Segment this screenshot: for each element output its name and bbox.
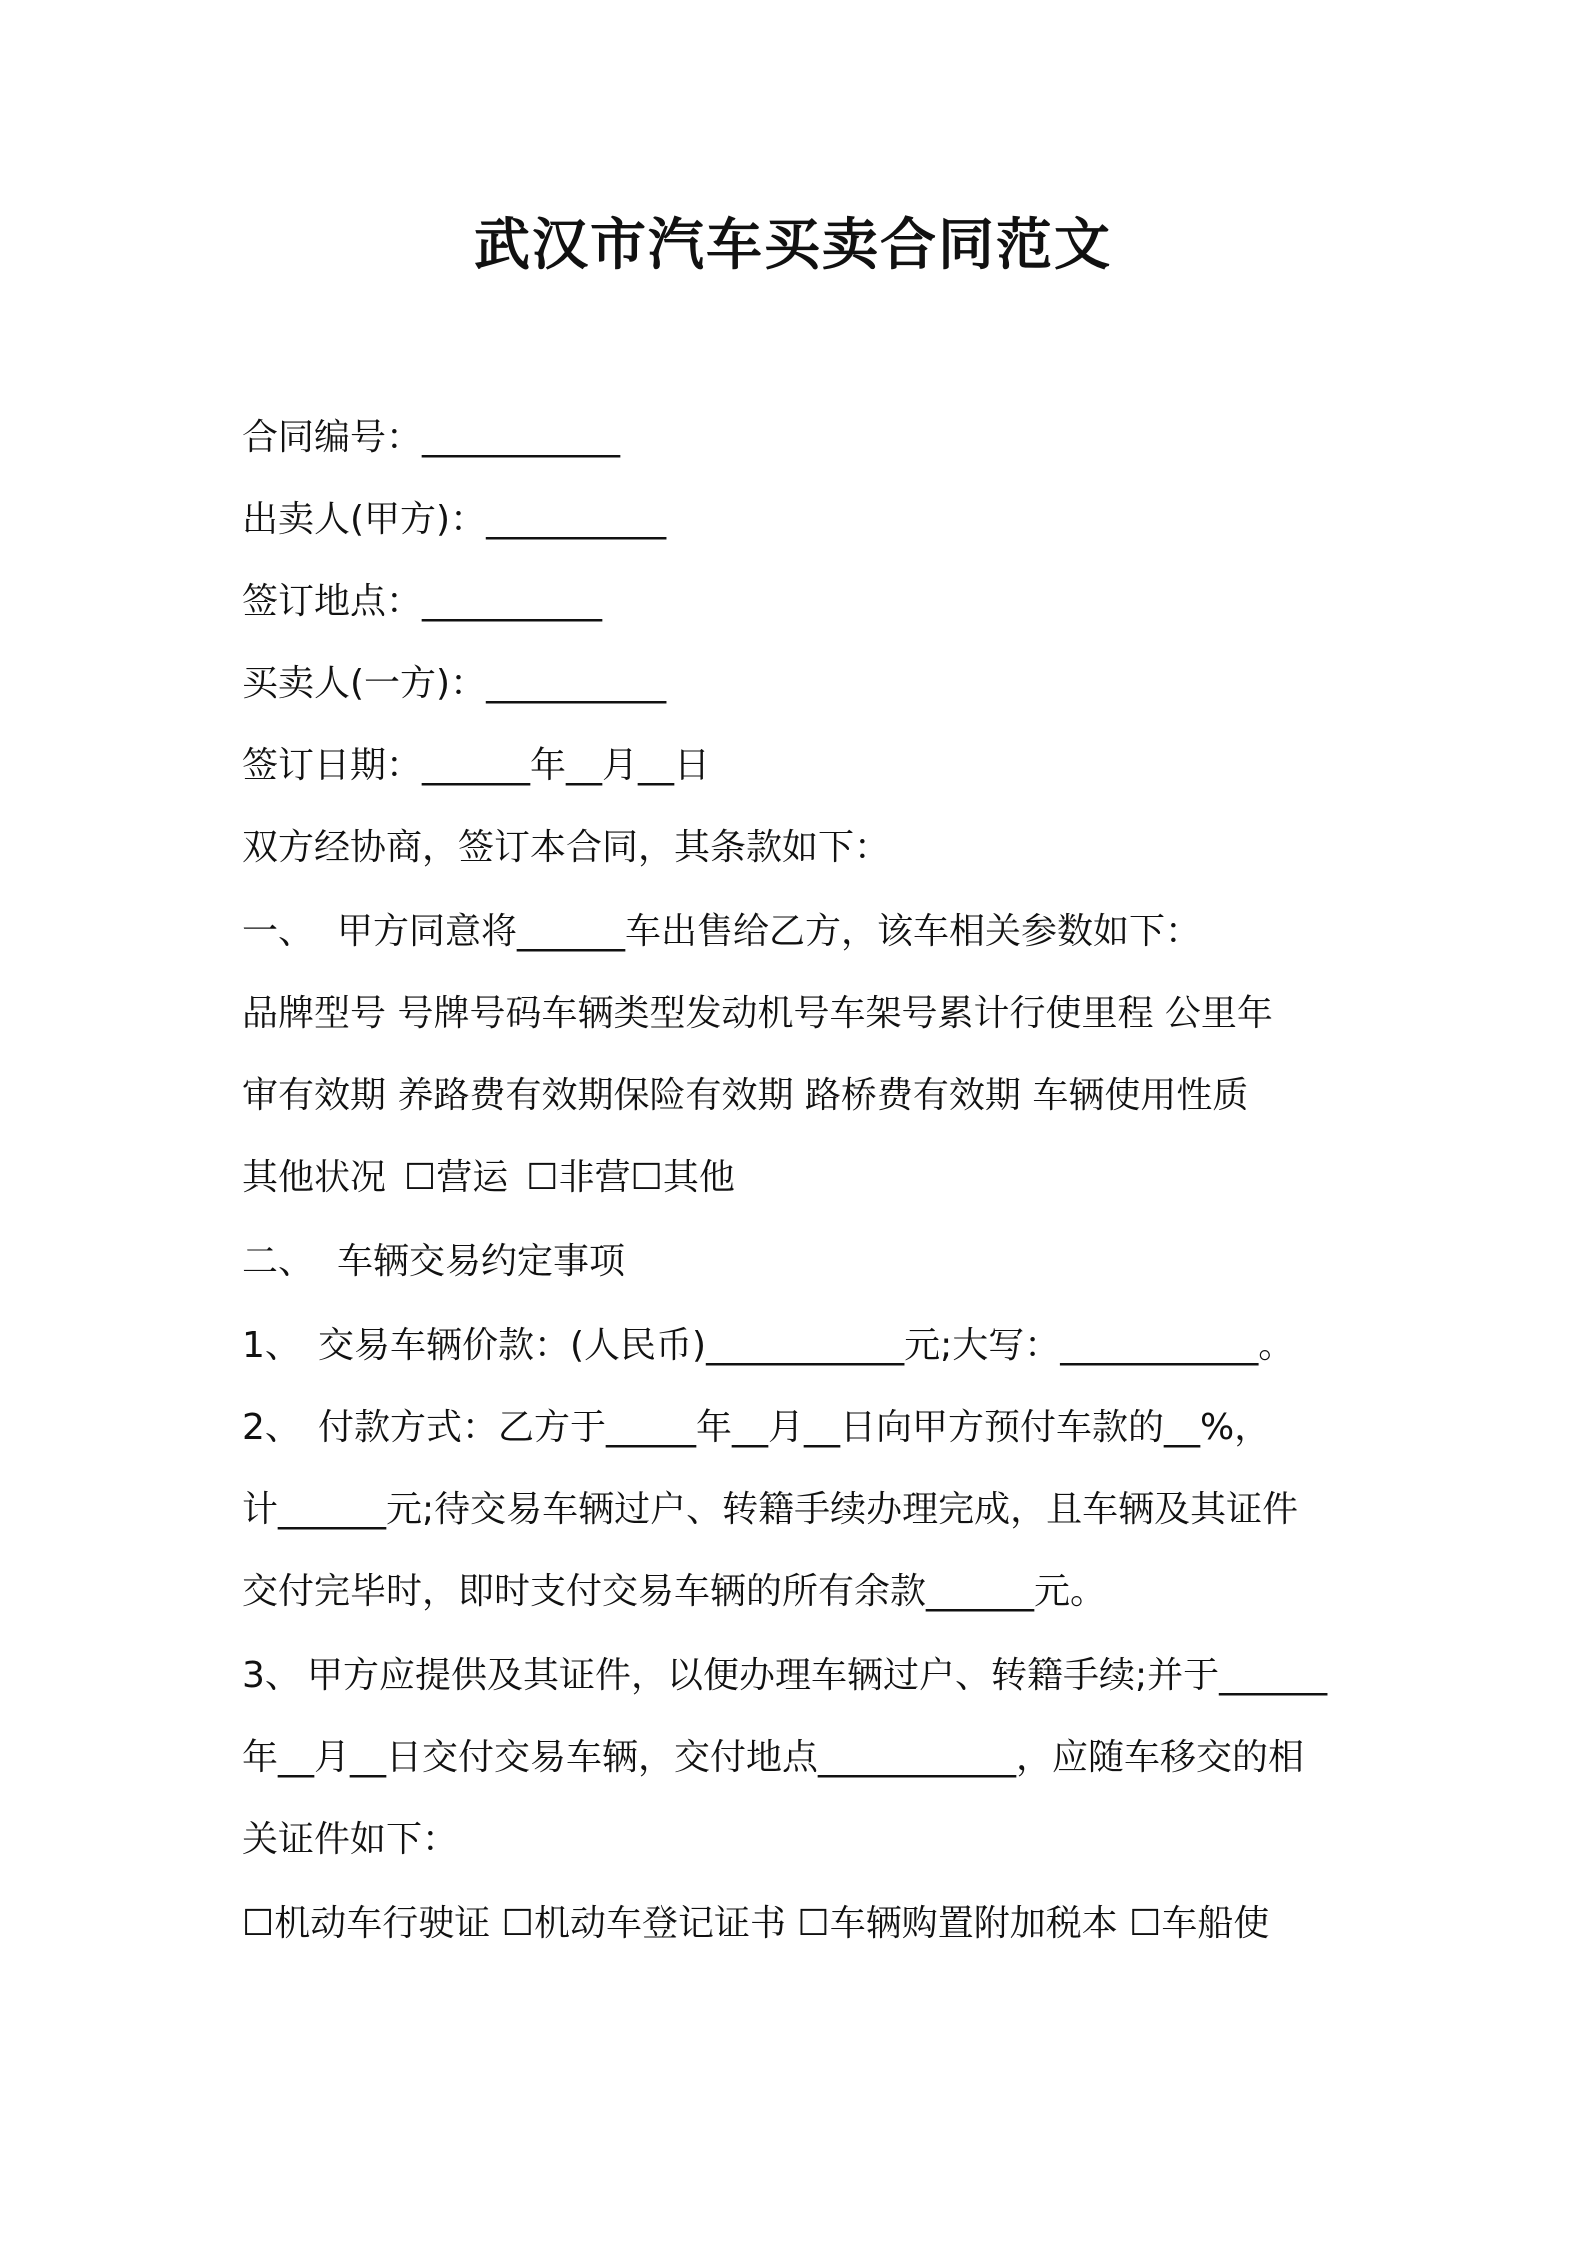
section1-number: 一、 xyxy=(242,911,315,952)
item1-text: 交易车辆价款：(人民币)___________元;大写：___________。 xyxy=(318,1325,1295,1366)
signing-place-field: 签订地点：__________ xyxy=(242,581,603,622)
document-title: 武汉市汽车买卖合同范文 xyxy=(474,213,1112,278)
item1-line xyxy=(242,1316,1294,1376)
section1-params-line3 xyxy=(242,1148,735,1208)
section1-text: 甲方同意将______车出售给乙方，该车相关参数如下： xyxy=(337,911,1202,952)
item3-number: 3、 xyxy=(242,1655,301,1696)
section1-params-line1: 品牌型号 号牌号码车辆类型发动机号车架号累计行使里程 公里年 xyxy=(242,993,1273,1034)
section1-params-line2: 审有效期 养路费有效期保险有效期 路桥费有效期 车辆使用性质 xyxy=(242,1075,1249,1116)
item3-line2: 年__月__日交付交易车辆，交付地点___________，应随车移交的相 xyxy=(242,1737,1305,1778)
checkbox-option-non-operating[interactable]: ☐非营 xyxy=(526,1157,631,1198)
documents-checklist-line: ☐机动车行驶证 ☐机动车登记证书 ☐车辆购置附加税本 ☐车船使 xyxy=(242,1903,1270,1944)
section2-line xyxy=(242,1232,625,1292)
item3-text-line1: 甲方应提供及其证件，以便办理车辆过户、转籍手续;并于______ xyxy=(307,1655,1328,1696)
checkbox-option-other[interactable]: ☐其他 xyxy=(630,1157,735,1198)
other-status-label: 其他状况 xyxy=(242,1157,387,1198)
item2-number: 2、 xyxy=(242,1407,301,1448)
buyer-field: 买卖人(一方)：__________ xyxy=(242,663,667,704)
contract-number-field: 合同编号：___________ xyxy=(242,417,621,458)
item3-line1 xyxy=(242,1646,1327,1706)
intro-paragraph: 双方经协商，签订本合同，其条款如下： xyxy=(242,827,891,868)
signing-date-field: 签订日期：______年__月__日 xyxy=(242,745,711,786)
seller-field: 出卖人(甲方)：__________ xyxy=(242,499,667,540)
item1-number: 1、 xyxy=(242,1325,301,1366)
item2-text-line1: 付款方式：乙方于_____年__月__日向甲方预付车款的__%， xyxy=(318,1407,1271,1448)
section2-heading: 车辆交易约定事项 xyxy=(337,1241,626,1282)
checkbox-option-operating[interactable]: ☐营运 xyxy=(404,1157,509,1198)
item2-line2: 计______元;待交易车辆过户、转籍手续办理完成，且车辆及其证件 xyxy=(242,1489,1299,1530)
item2-line1 xyxy=(242,1398,1270,1458)
section1-line xyxy=(242,902,1201,962)
section2-number: 二、 xyxy=(242,1241,315,1282)
item2-line3: 交付完毕时，即时支付交易车辆的所有余款______元。 xyxy=(242,1571,1107,1612)
item3-line3: 关证件如下： xyxy=(242,1819,459,1860)
